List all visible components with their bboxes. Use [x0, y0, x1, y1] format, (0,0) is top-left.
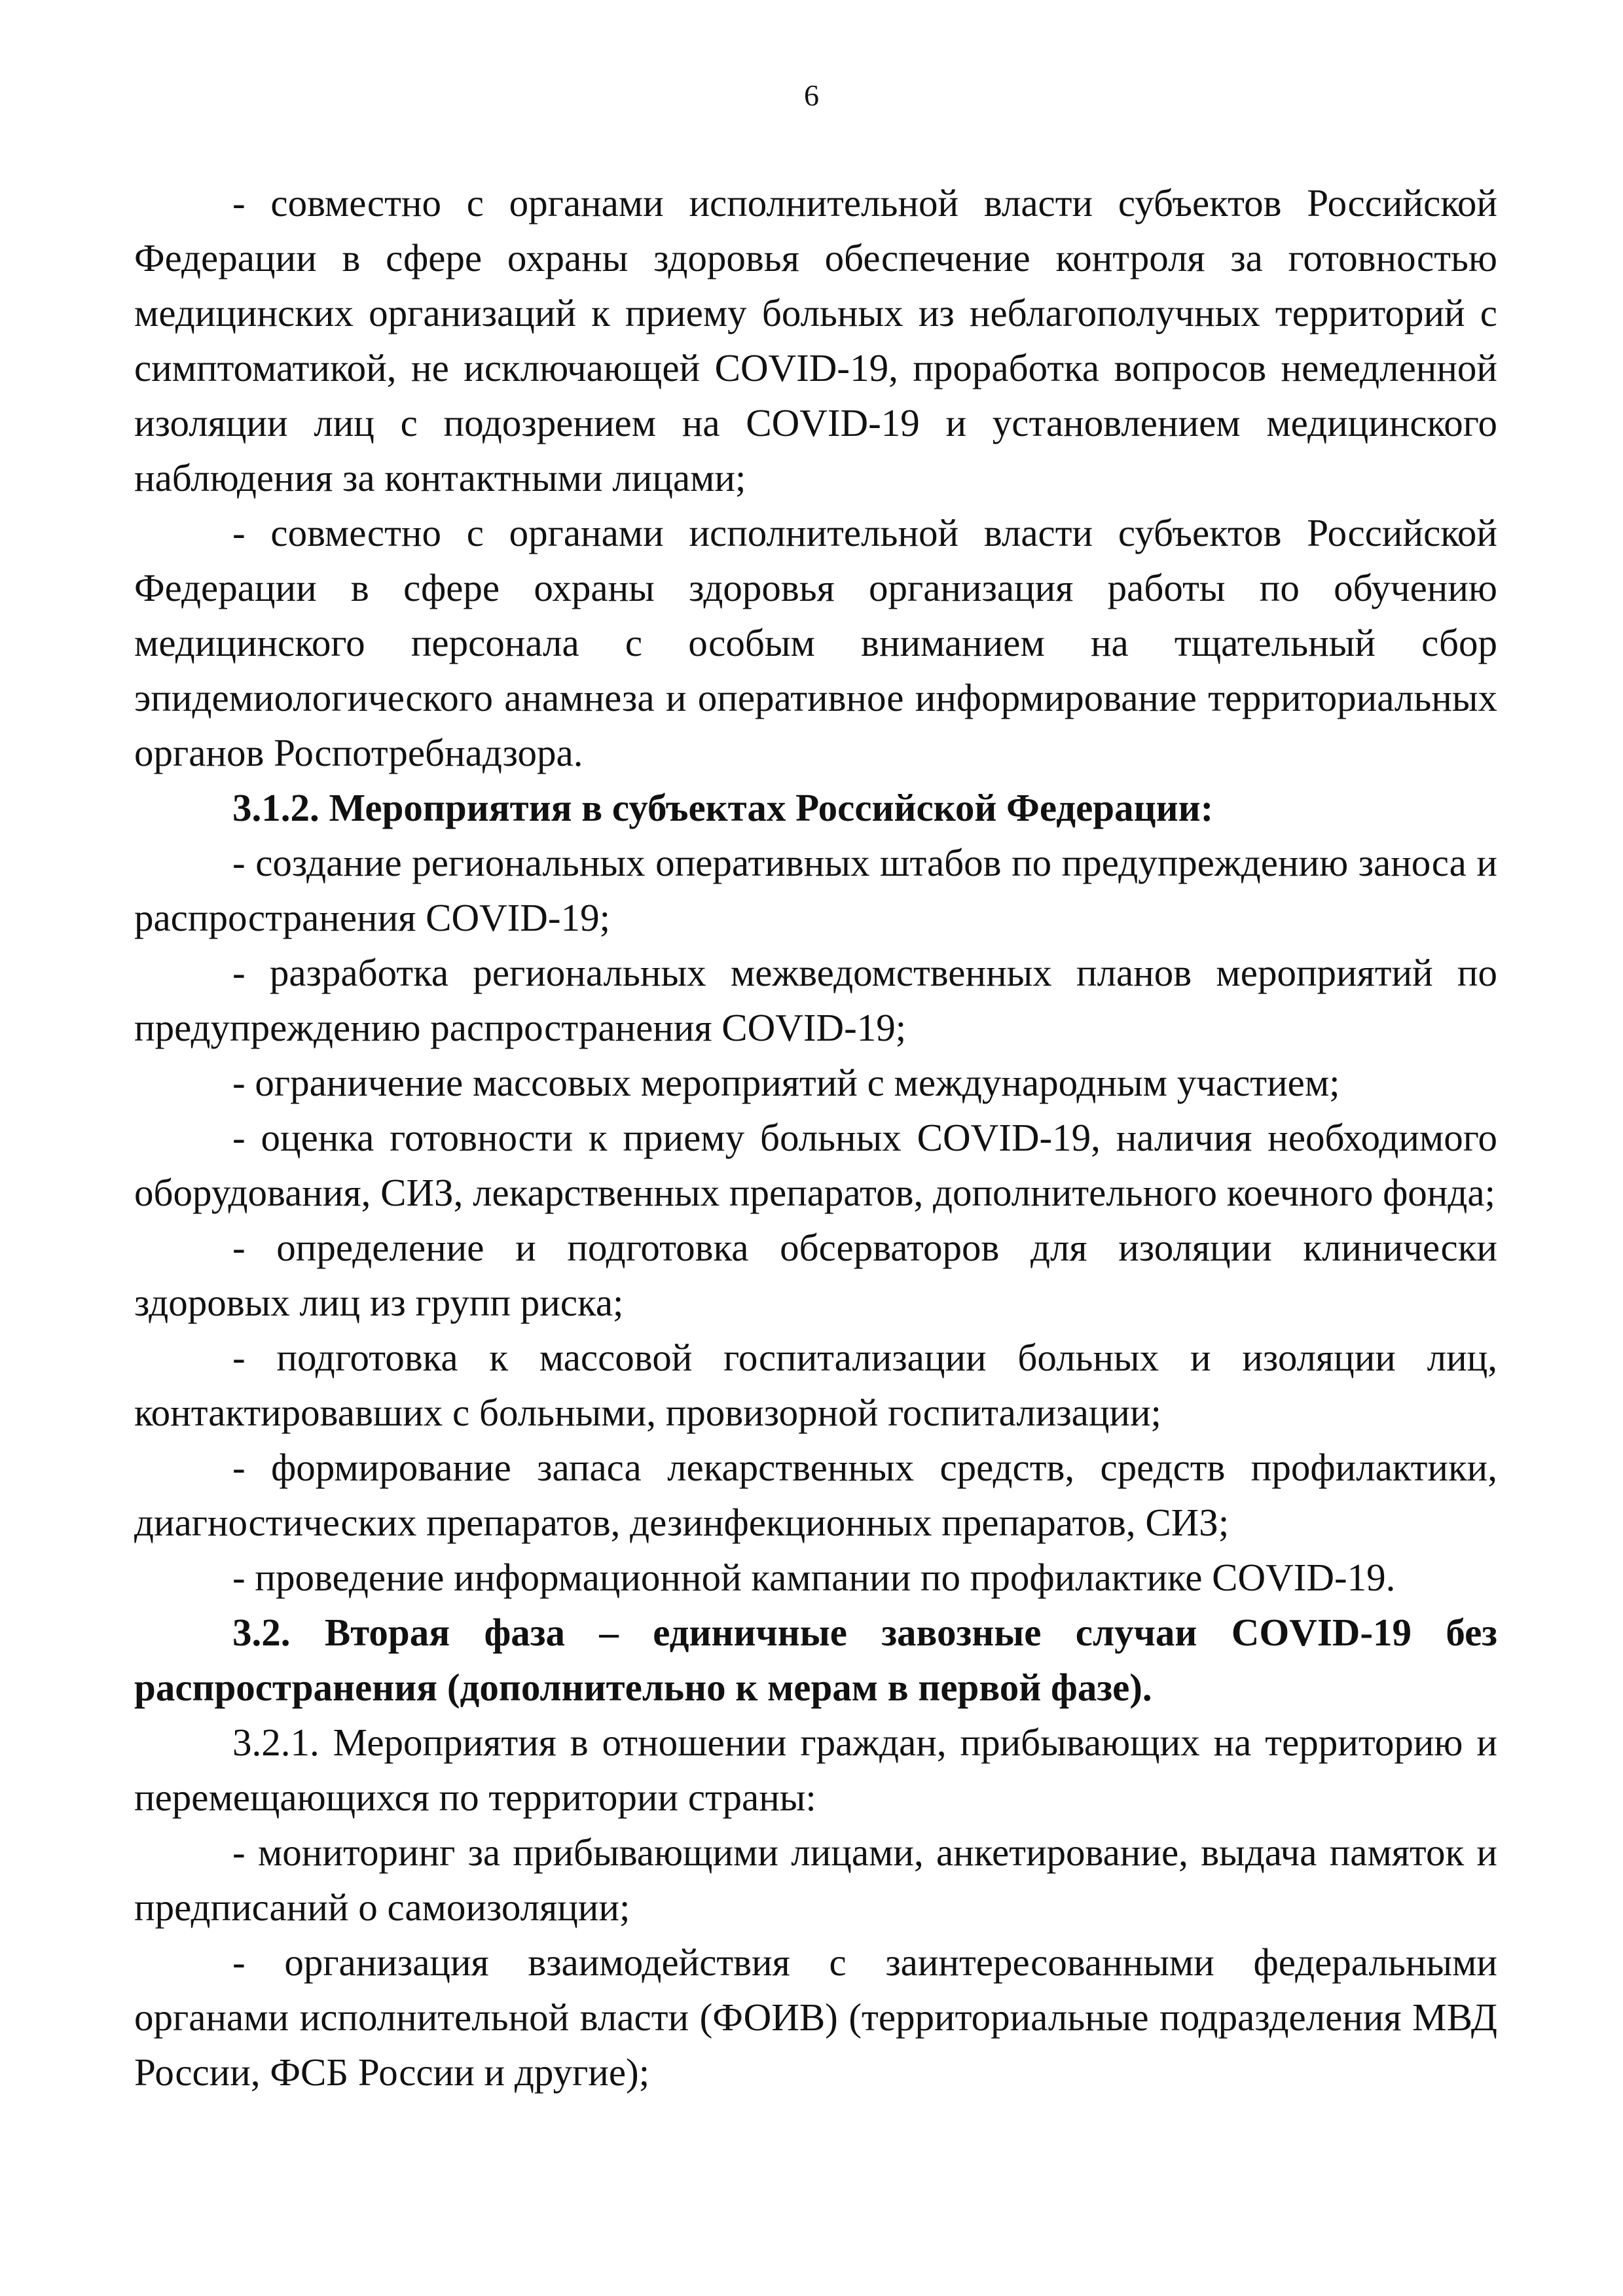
- paragraph-4: - создание региональных оперативных штабов по предупреждению заноса и распространения COVID-19;: [134, 841, 1497, 939]
- paragraph-7: - оценка готовности к приему больных COVID-19, наличия необходимого оборудования, СИЗ, лекарственных препаратов, дополнительного коечного фонда;: [134, 1116, 1497, 1214]
- paragraph-15: - организация взаимодействия с заинтересованными федеральными органами исполнительной власти (ФОИВ) (территориальные подразделения МВД России, ФСБ России и другие);: [134, 1941, 1497, 2094]
- paragraph-6: - ограничение массовых мероприятий с международным участием;: [232, 1061, 1340, 1104]
- document-body: [134, 175, 1497, 2100]
- paragraph-9: - подготовка к массовой госпитализации больных и изоляции лиц, контактировавших с больными, провизорной госпитализации;: [134, 1336, 1497, 1434]
- section-heading-3-1-2: 3.1.2. Мероприятия в субъектах Российской Федерации:: [232, 786, 1214, 829]
- paragraph-8: - определение и подготовка обсерваторов для изоляции клинически здоровых лиц из групп риска;: [134, 1226, 1497, 1324]
- paragraph-13: 3.2.1. Мероприятия в отношении граждан, прибывающих на территорию и перемещающихся по территории страны:: [134, 1721, 1497, 1819]
- paragraph-1: - совместно с органами исполнительной власти субъектов Российской Федерации в сфере охраны здоровья обеспечение контроля за готовностью медицинских организаций к приему больных из неблагополучных территорий с симптоматикой, не исключающей COVID-19, проработка вопросов немедленной изоляции лиц с подозрением на COVID-19 и установлением медицинского наблюдения за контактными лицами;: [134, 181, 1497, 499]
- paragraph-2: - совместно с органами исполнительной власти субъектов Российской Федерации в сфере охраны здоровья организация работы по обучению медицинского персонала с особым вниманием на тщательный сбор эпидемиологического анамнеза и оперативное информирование территориальных органов Роспотребнадзора.: [134, 511, 1497, 774]
- paragraph-10: - формирование запаса лекарственных средств, средств профилактики, диагностических препаратов, дезинфекционных препаратов, СИЗ;: [134, 1446, 1497, 1544]
- page-number: 6: [804, 79, 819, 112]
- paragraph-11: - проведение информационной кампании по профилактике COVID-19.: [232, 1556, 1396, 1599]
- paragraph-5: - разработка региональных межведомственных планов мероприятий по предупреждению распространения COVID-19;: [134, 951, 1497, 1049]
- section-heading-3-2: 3.2. Вторая фаза – единичные завозные случаи COVID-19 без распространения (дополнительно к мерам в первой фазе).: [134, 1611, 1497, 1709]
- paragraph-14: - мониторинг за прибывающими лицами, анкетирование, выдача памяток и предписаний о самоизоляции;: [134, 1831, 1497, 1929]
